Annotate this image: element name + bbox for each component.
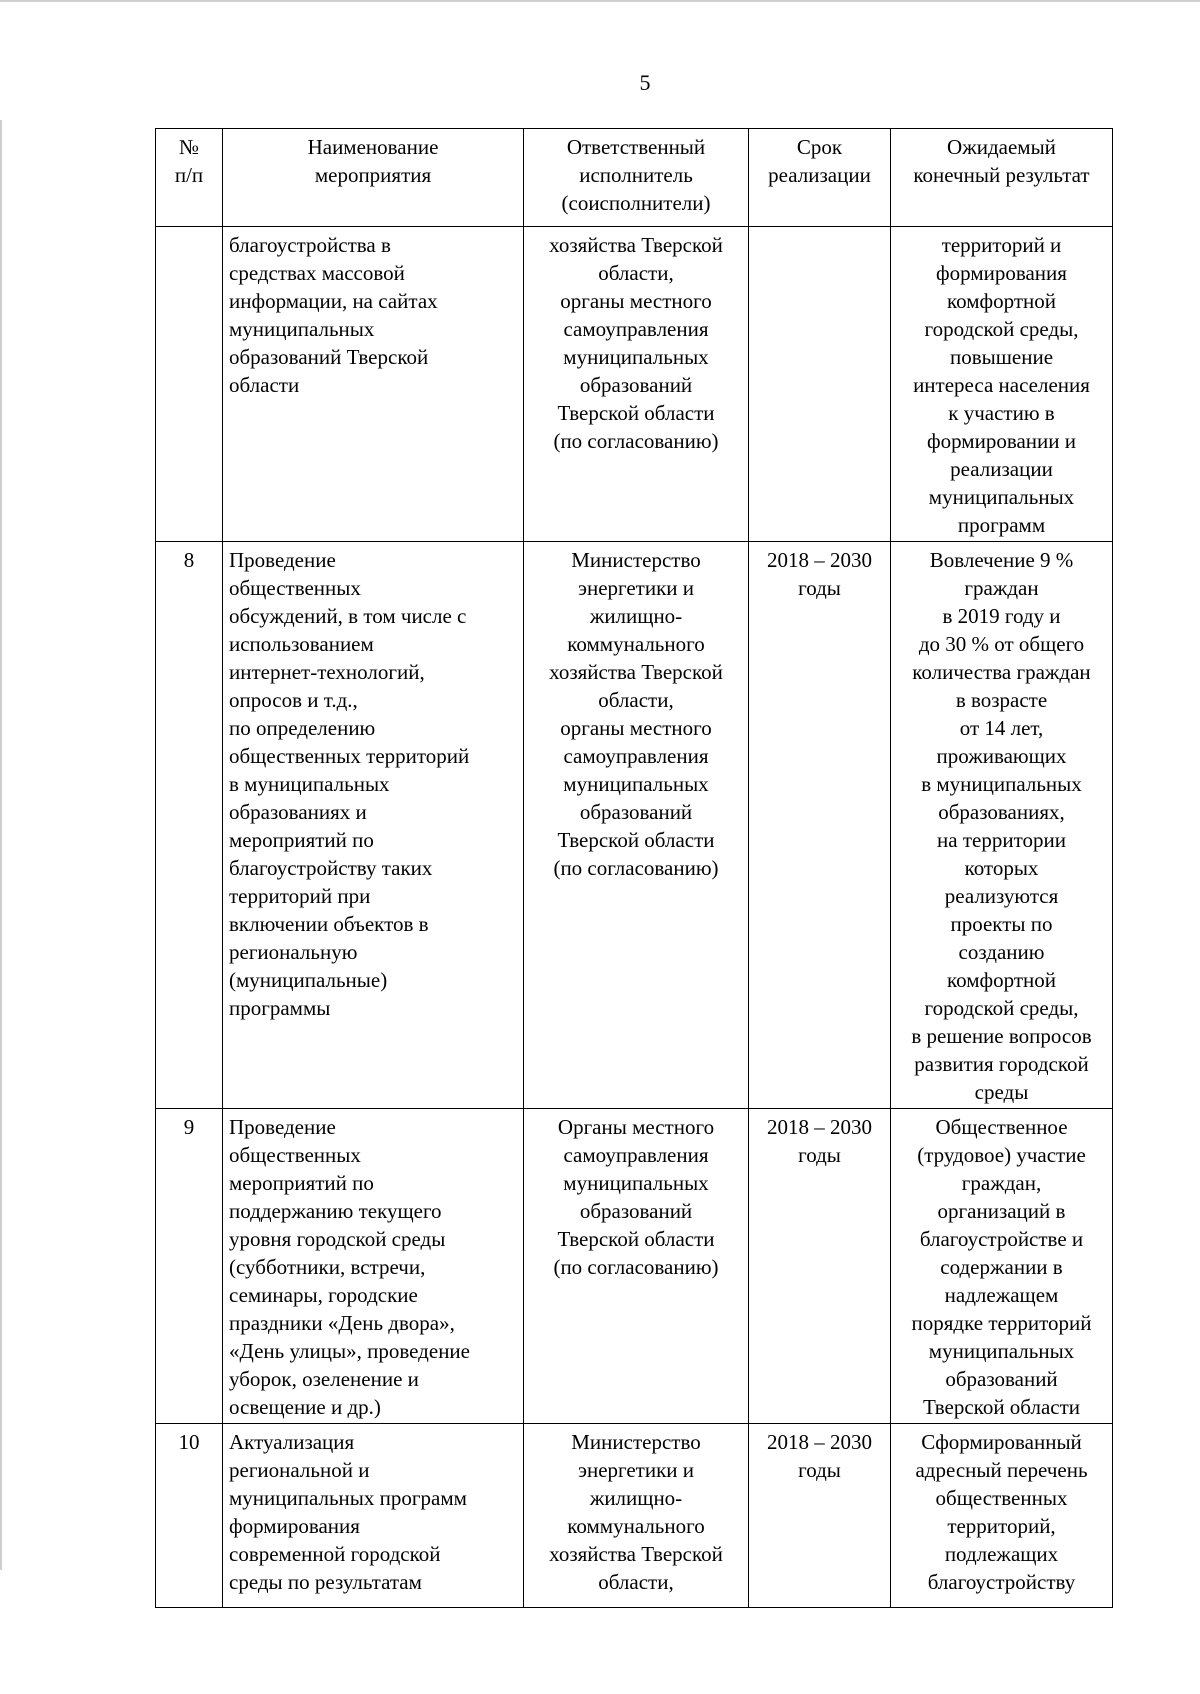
- row-num: 9: [156, 1109, 223, 1424]
- row-name: Проведение общественных обсуждений, в том числе с использованием интернет-технологий, опросов и т.д., по определению общественных территорий в муниципальных образованиях и мероприятий по благоустройству таких территорий при включении объектов в региональную (муниципальные) программы: [223, 542, 524, 1109]
- row-responsible: Органы местного самоуправления муниципальных образований Тверской области (по согласованию): [524, 1109, 749, 1424]
- row-term: 2018 – 2030 годы: [749, 1424, 891, 1608]
- table-row: [156, 1424, 1113, 1608]
- row-name: Проведение общественных мероприятий по поддержанию текущего уровня городской среды (субботники, встречи, семинары, городские праздники «День двора», «День улицы», проведение уборок, озеленение и освещение и др.): [223, 1109, 524, 1424]
- scan-edge-left: [0, 120, 2, 1570]
- row-result: Общественное (трудовое) участие граждан, организаций в благоустройстве и содержании в надлежащем порядке территорий муниципальных образований Тверской области: [891, 1109, 1113, 1424]
- header-term: Срок реализации: [749, 129, 891, 227]
- header-responsible: Ответственный исполнитель (соисполнители): [524, 129, 749, 227]
- header-name: Наименование мероприятия: [223, 129, 524, 227]
- row-num: 8: [156, 542, 223, 1109]
- row-num: [156, 227, 223, 542]
- row-responsible: хозяйства Тверской области, органы местного самоуправления муниципальных образований Тверской области (по согласованию): [524, 227, 749, 542]
- table-row: [156, 1109, 1113, 1424]
- row-responsible: Министерство энергетики и жилищно- коммунального хозяйства Тверской области,: [524, 1424, 749, 1608]
- row-responsible: Министерство энергетики и жилищно- коммунального хозяйства Тверской области, органы местного самоуправления муниципальных образований Тверской области (по согласованию): [524, 542, 749, 1109]
- row-result: Сформированный адресный перечень общественных территорий, подлежащих благоустройству: [891, 1424, 1113, 1608]
- row-num: 10: [156, 1424, 223, 1608]
- row-term: 2018 – 2030 годы: [749, 542, 891, 1109]
- scan-edge-top: [0, 0, 1200, 2]
- table-row: [156, 542, 1113, 1109]
- row-result: Вовлечение 9 % граждан в 2019 году и до 30 % от общего количества граждан в возрасте от 14 лет, проживающих в муниципальных образованиях, на территории которых реализуются проекты по созданию комфортной городской среды, в решение вопросов развития городской среды: [891, 542, 1113, 1109]
- table-row: [156, 227, 1113, 542]
- row-result: территорий и формирования комфортной городской среды, повышение интереса населения к участию в формировании и реализации муниципальных программ: [891, 227, 1113, 542]
- row-term: [749, 227, 891, 542]
- row-name: благоустройства в средствах массовой информации, на сайтах муниципальных образований Тверской области: [223, 227, 524, 542]
- table-header-row: [156, 129, 1113, 227]
- row-name: Актуализация региональной и муниципальных программ формирования современной городской среды по результатам: [223, 1424, 524, 1608]
- measures-table: [155, 128, 1113, 1608]
- row-term: 2018 – 2030 годы: [749, 1109, 891, 1424]
- page-number: 5: [639, 70, 651, 95]
- header-result: Ожидаемый конечный результат: [891, 129, 1113, 227]
- header-num: № п/п: [156, 129, 223, 227]
